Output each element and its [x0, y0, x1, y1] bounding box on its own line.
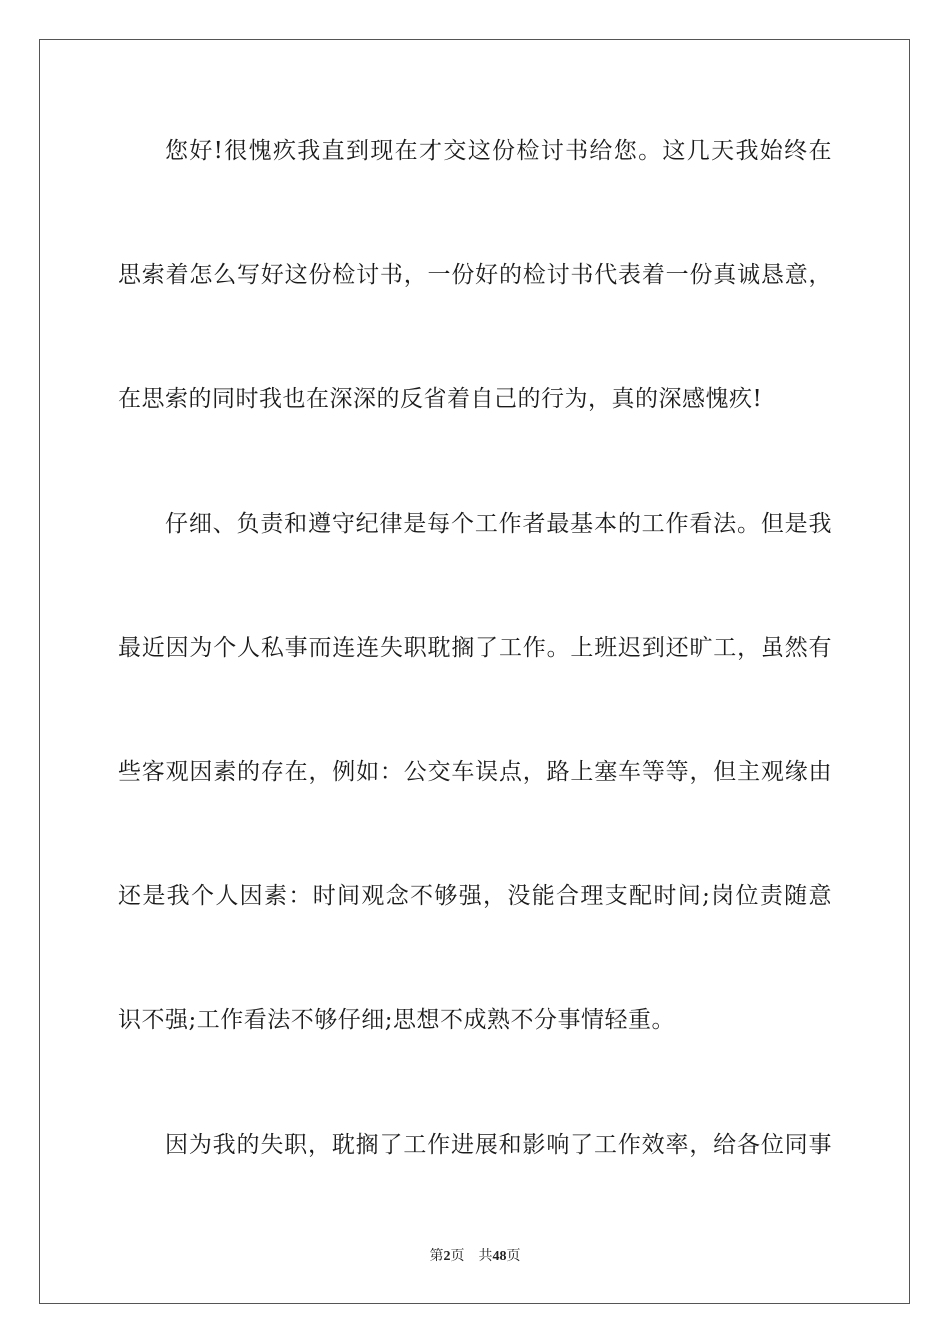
body-line-2: 思索着怎么写好这份检讨书，一份好的检讨书代表着一份真诚恳意，: [118, 262, 832, 288]
page-suffix: 页: [450, 1248, 465, 1264]
body-line-1: 您好!很愧疚我直到现在才交这份检讨书给您。这几天我始终在: [165, 138, 832, 164]
page-number: 2: [443, 1249, 451, 1264]
body-line-7: 还是我个人因素：时间观念不够强，没能合理支配时间;岗位责随意: [118, 883, 832, 909]
total-pages: 48: [492, 1249, 507, 1264]
body-line-4: 仔细、负责和遵守纪律是每个工作者最基本的工作看法。但是我: [165, 511, 832, 537]
body-line-9: 因为我的失职，耽搁了工作进展和影响了工作效率，给各位同事: [165, 1132, 832, 1158]
page-footer: [0, 1247, 950, 1266]
body-line-3: 在思索的同时我也在深深的反省着自己的行为，真的深感愧疚!: [118, 386, 763, 412]
body-line-5: 最近因为个人私事而连连失职耽搁了工作。上班迟到还旷工，虽然有: [118, 635, 832, 661]
body-line-6: 些客观因素的存在，例如：公交车误点，路上塞车等等，但主观缘由: [118, 759, 832, 785]
page-border: [39, 39, 910, 1304]
total-suffix: 页: [506, 1248, 521, 1264]
page-prefix: 第: [429, 1248, 444, 1264]
body-line-8: 识不强;工作看法不够仔细;思想不成熟不分事情轻重。: [118, 1007, 675, 1033]
total-prefix: 共: [478, 1248, 493, 1264]
